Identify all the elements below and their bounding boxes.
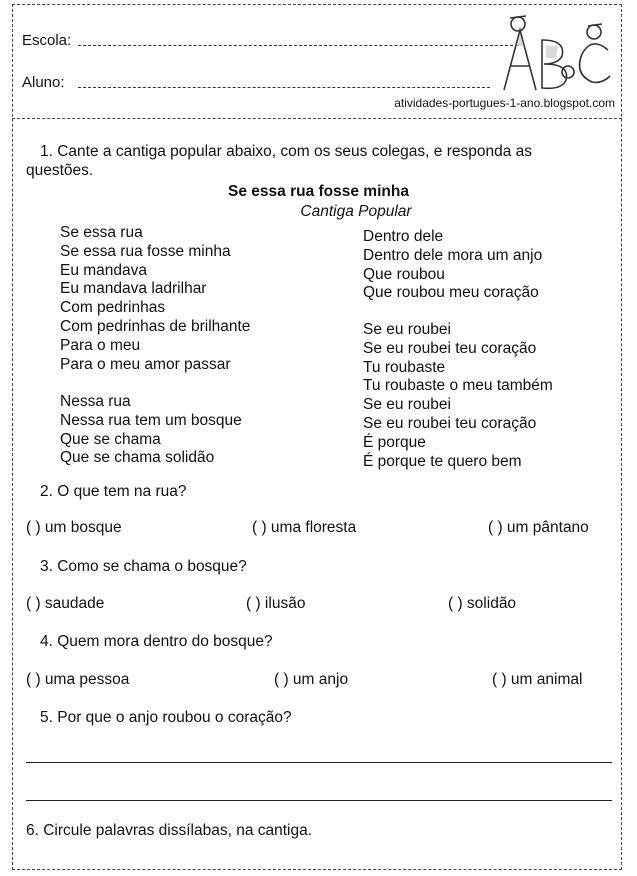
- q3-option-saudade[interactable]: ( ) saudade: [26, 595, 105, 612]
- school-label: Escola:: [22, 32, 72, 49]
- q5-prompt: 5. Por que o anjo roubou o coração?: [40, 709, 292, 726]
- q2-option-pantano[interactable]: ( ) um pântano: [488, 519, 589, 536]
- q6-prompt: 6. Circule palavras dissílabas, na cantiga.: [26, 822, 313, 839]
- poem-right-stanza2: [363, 321, 553, 471]
- poem-line: Com pedrinhas: [60, 299, 166, 317]
- q3-option-ilusao[interactable]: ( ) ilusão: [246, 595, 306, 612]
- poem-right-stanza1: [363, 228, 542, 303]
- poem-line: Eu mandava: [60, 261, 148, 279]
- poem-line: Se essa rua: [60, 224, 143, 241]
- poem-line: Nessa rua tem um bosque: [60, 411, 242, 429]
- poem-line: Com pedrinhas de brilhante: [60, 317, 251, 335]
- q5-answer-line-2[interactable]: [26, 800, 612, 801]
- song-subtitle: Cantiga Popular: [300, 203, 412, 220]
- poem-line: Se eu roubei teu coração: [363, 414, 537, 432]
- poem-line: Nessa rua: [60, 393, 131, 410]
- poem-line: Dentro dele mora um anjo: [363, 246, 543, 264]
- q3-option-solidao[interactable]: ( ) solidão: [448, 595, 517, 612]
- header-separator: [12, 118, 622, 119]
- q4-option-anjo[interactable]: ( ) um anjo: [274, 671, 349, 688]
- poem-line: Para o meu: [60, 336, 141, 354]
- q5-answer-line-1[interactable]: [26, 762, 612, 763]
- poem-line: Dentro dele: [363, 228, 444, 245]
- logo-letter-b: B: [552, 80, 553, 81]
- poem-line: Se eu roubei teu coração: [363, 339, 537, 357]
- poem-left-stanza1: [60, 224, 250, 374]
- q4-prompt: 4. Quem mora dentro do bosque?: [40, 633, 273, 650]
- q2-option-bosque[interactable]: ( ) um bosque: [26, 519, 122, 536]
- poem-line: Tu roubaste o meu também: [363, 377, 553, 395]
- school-name-line[interactable]: [78, 45, 518, 46]
- poem-line: Que se chama solidão: [60, 449, 215, 467]
- website-url: atividades-portugues-1-ano.blogspot.com: [394, 96, 615, 110]
- poem-line: É porque te quero bem: [363, 452, 522, 470]
- poem-line: Que se chama: [60, 430, 161, 448]
- song-title: Se essa rua fosse minha: [228, 183, 409, 200]
- poem-line: Tu roubaste: [363, 358, 446, 376]
- poem-line: Eu mandava ladrilhar: [60, 280, 207, 298]
- poem-line: Se eu roubei: [363, 321, 451, 338]
- student-name-line[interactable]: [78, 87, 490, 88]
- abc-logo: [496, 10, 616, 98]
- poem-line: Se essa rua fosse minha: [60, 242, 231, 260]
- student-label: Aluno:: [22, 74, 65, 91]
- q2-option-floresta[interactable]: ( ) uma floresta: [252, 519, 357, 536]
- poem-line: Para o meu amor passar: [60, 355, 231, 373]
- q2-prompt: 2. O que tem na rua?: [40, 483, 187, 500]
- q4-option-pessoa[interactable]: ( ) uma pessoa: [26, 671, 130, 688]
- poem-line: Se eu roubei: [363, 396, 451, 414]
- logo-letter-c: C: [592, 80, 593, 81]
- poem-line: É porque: [363, 433, 426, 451]
- poem-line: Que roubou: [363, 265, 445, 283]
- q3-prompt: 3. Como se chama o bosque?: [40, 558, 247, 575]
- poem-left-stanza2: [60, 393, 242, 468]
- q1-prompt-line2: questões.: [26, 162, 94, 179]
- q4-option-animal[interactable]: ( ) um animal: [492, 671, 583, 688]
- q1-prompt-line1: 1. Cante a cantiga popular abaixo, com os seus colegas, e responda as: [40, 143, 533, 160]
- poem-line: Que roubou meu coração: [363, 284, 539, 302]
- logo-letter-a: A: [516, 80, 517, 81]
